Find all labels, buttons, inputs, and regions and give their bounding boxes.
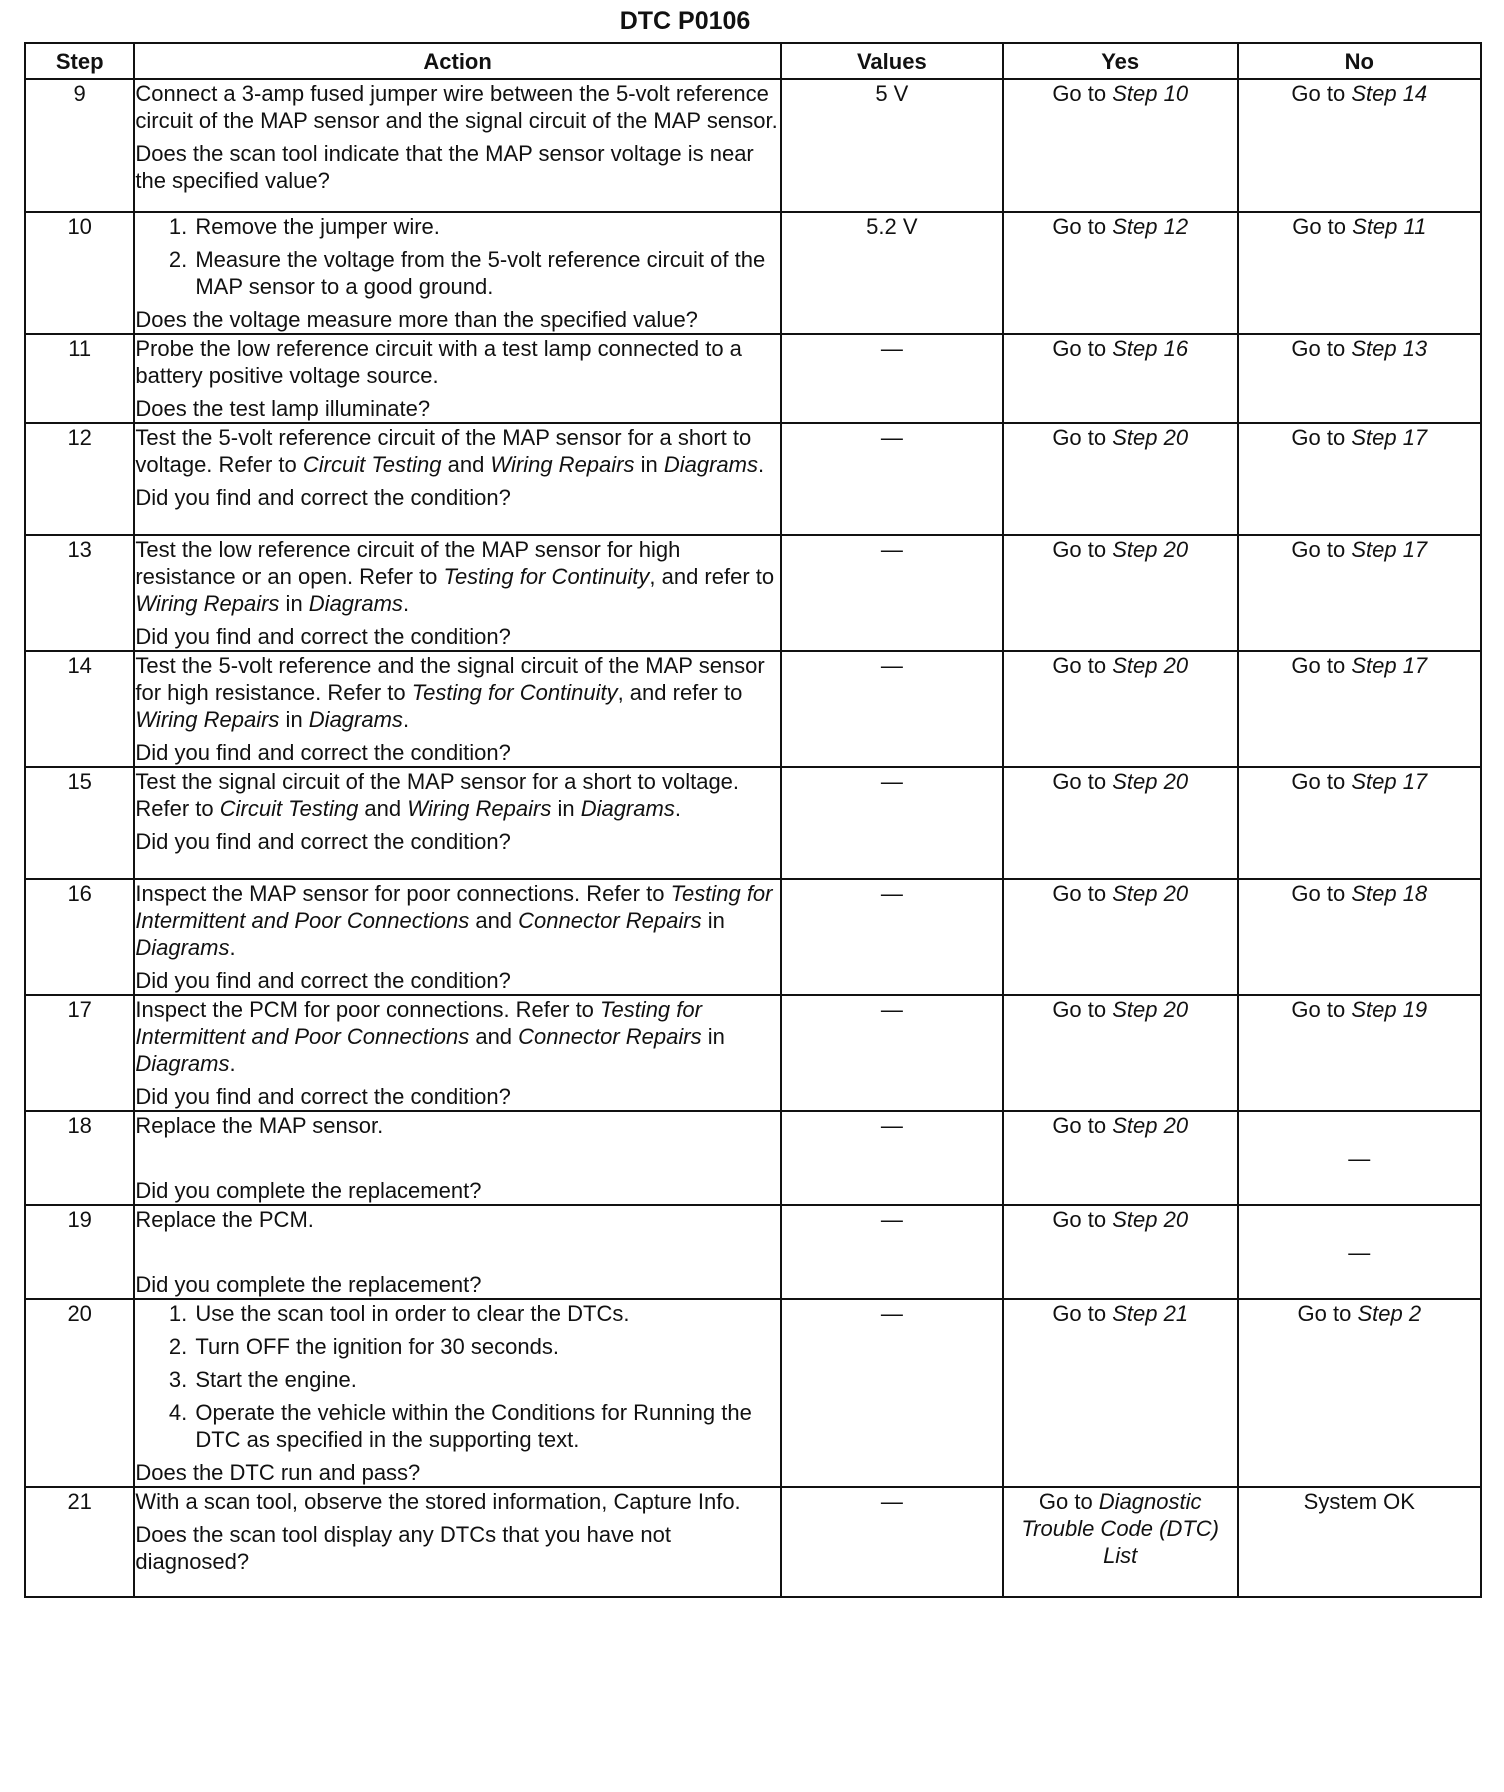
action-instruction: Inspect the PCM for poor connections. Refer to Testing for Intermittent and Poor Connections and Connector Repairs in Diagrams. bbox=[135, 997, 725, 1076]
no-cell: — bbox=[1238, 1111, 1481, 1205]
action-question: Did you find and correct the condition? bbox=[135, 968, 511, 993]
action-cell bbox=[134, 535, 781, 651]
action-question: Did you find and correct the condition? bbox=[135, 624, 511, 649]
yes-step-link[interactable]: Step 20 bbox=[1112, 881, 1189, 906]
spacer bbox=[135, 1145, 780, 1171]
table-row bbox=[25, 995, 1481, 1111]
reference-link[interactable]: Connector Repairs bbox=[518, 1024, 702, 1049]
spacer bbox=[135, 1239, 780, 1265]
no-cell: Go to Step 19 bbox=[1238, 995, 1481, 1111]
yes-cell: Go to Step 20 bbox=[1003, 1205, 1238, 1299]
no-cell: Go to Step 17 bbox=[1238, 535, 1481, 651]
no-cell: Go to Step 17 bbox=[1238, 767, 1481, 879]
reference-link[interactable]: Circuit Testing bbox=[219, 796, 359, 821]
no-step-link[interactable]: Step 19 bbox=[1351, 997, 1428, 1022]
yes-step-link[interactable]: Step 12 bbox=[1112, 214, 1189, 239]
yes-cell: Go to Step 20 bbox=[1003, 535, 1238, 651]
step-number: 11 bbox=[25, 334, 134, 423]
action-steps-list bbox=[135, 213, 780, 300]
action-cell bbox=[134, 767, 781, 879]
table-row bbox=[25, 879, 1481, 995]
action-instruction: Replace the MAP sensor. bbox=[135, 1113, 384, 1138]
value-cell: — bbox=[781, 1111, 1003, 1205]
yes-step-link[interactable]: Step 21 bbox=[1112, 1301, 1189, 1326]
header-action: Action bbox=[134, 43, 781, 79]
action-instruction: Connect a 3-amp fused jumper wire between the 5-volt reference circuit of the MAP sensor and the signal circuit of the MAP sensor. bbox=[135, 81, 778, 133]
value-cell: — bbox=[781, 767, 1003, 879]
action-cell bbox=[134, 79, 781, 212]
no-step-link[interactable]: Step 18 bbox=[1351, 881, 1428, 906]
diagnostic-table bbox=[24, 42, 1482, 1598]
yes-step-link[interactable]: Step 20 bbox=[1112, 653, 1189, 678]
yes-cell: Go to Step 10 bbox=[1003, 79, 1238, 212]
no-step-link[interactable]: Step 11 bbox=[1352, 214, 1427, 239]
reference-link[interactable]: Circuit Testing bbox=[302, 452, 442, 477]
step-number: 21 bbox=[25, 1487, 134, 1597]
action-step: 1. Remove the jumper wire. bbox=[193, 213, 780, 240]
action-cell bbox=[134, 212, 781, 334]
reference-link[interactable]: Diagrams bbox=[135, 1051, 230, 1076]
action-instruction: Test the signal circuit of the MAP sensor for a short to voltage. Refer to Circuit Testing and Wiring Repairs in Diagrams. bbox=[135, 769, 740, 821]
yes-cell: Go to Step 16 bbox=[1003, 334, 1238, 423]
yes-cell: Go to Step 20 bbox=[1003, 879, 1238, 995]
action-instruction: Test the 5-volt reference and the signal circuit of the MAP sensor for high resistance. Refer to Testing for Continuity, and refer to Wiring Repairs in Diagrams. bbox=[135, 653, 765, 732]
no-cell: System OK bbox=[1238, 1487, 1481, 1597]
yes-cell: Go to Step 21 bbox=[1003, 1299, 1238, 1487]
no-cell: Go to Step 17 bbox=[1238, 423, 1481, 535]
action-instruction: Inspect the MAP sensor for poor connections. Refer to Testing for Intermittent and Poor Connections and Connector Repairs in Diagrams. bbox=[135, 881, 773, 960]
table-row bbox=[25, 651, 1481, 767]
value-cell: — bbox=[781, 1487, 1003, 1597]
table-row bbox=[25, 1487, 1481, 1597]
action-question: Does the scan tool indicate that the MAP sensor voltage is near the specified value? bbox=[135, 141, 754, 193]
no-step-link[interactable]: Step 2 bbox=[1357, 1301, 1422, 1326]
action-instruction: Test the 5-volt reference circuit of the MAP sensor for a short to voltage. Refer to Circuit Testing and Wiring Repairs in Diagrams. bbox=[135, 425, 765, 477]
action-question: Did you complete the replacement? bbox=[135, 1272, 482, 1297]
action-cell bbox=[134, 1205, 781, 1299]
yes-step-link[interactable]: Step 20 bbox=[1112, 1113, 1189, 1138]
action-question: Did you find and correct the condition? bbox=[135, 740, 511, 765]
reference-link[interactable]: Diagrams bbox=[580, 796, 675, 821]
table-row bbox=[25, 767, 1481, 879]
yes-step-link[interactable]: Diagnostic Trouble Code (DTC) List bbox=[1021, 1489, 1220, 1568]
no-cell: Go to Step 18 bbox=[1238, 879, 1481, 995]
no-cell: Go to Step 13 bbox=[1238, 334, 1481, 423]
reference-link[interactable]: Wiring Repairs bbox=[407, 796, 552, 821]
reference-link[interactable]: Wiring Repairs bbox=[135, 707, 280, 732]
action-instruction: Replace the PCM. bbox=[135, 1207, 314, 1232]
step-number: 14 bbox=[25, 651, 134, 767]
no-cell: — bbox=[1238, 1205, 1481, 1299]
action-question: Did you find and correct the condition? bbox=[135, 829, 511, 854]
step-number: 16 bbox=[25, 879, 134, 995]
action-instruction: With a scan tool, observe the stored information, Capture Info. bbox=[135, 1489, 741, 1514]
header-step: Step bbox=[25, 43, 134, 79]
action-cell bbox=[134, 1111, 781, 1205]
header-row bbox=[25, 43, 1481, 79]
action-question: Did you find and correct the condition? bbox=[135, 485, 511, 510]
reference-link[interactable]: Testing for Intermittent and Poor Connections bbox=[135, 881, 773, 933]
reference-link[interactable]: Diagrams bbox=[308, 707, 403, 732]
action-step: 3. Start the engine. bbox=[193, 1366, 780, 1393]
no-step-link[interactable]: Step 17 bbox=[1351, 653, 1428, 678]
yes-cell: Go to Step 20 bbox=[1003, 423, 1238, 535]
table-row bbox=[25, 1111, 1481, 1205]
reference-link[interactable]: Connector Repairs bbox=[518, 908, 702, 933]
table-row bbox=[25, 79, 1481, 212]
reference-link[interactable]: Testing for Intermittent and Poor Connections bbox=[135, 997, 702, 1049]
no-step-link[interactable]: Step 13 bbox=[1351, 336, 1428, 361]
value-cell: — bbox=[781, 423, 1003, 535]
reference-link[interactable]: Wiring Repairs bbox=[135, 591, 280, 616]
action-question: Did you complete the replacement? bbox=[135, 1178, 482, 1203]
yes-cell: Go to Step 12 bbox=[1003, 212, 1238, 334]
action-cell bbox=[134, 423, 781, 535]
action-question: Does the DTC run and pass? bbox=[135, 1460, 421, 1485]
action-step: 2. Measure the voltage from the 5-volt reference circuit of the MAP sensor to a good ground. bbox=[193, 246, 780, 300]
yes-cell: Go to Diagnostic Trouble Code (DTC) List bbox=[1003, 1487, 1238, 1597]
value-cell: — bbox=[781, 535, 1003, 651]
action-question: Does the test lamp illuminate? bbox=[135, 396, 431, 421]
value-cell: — bbox=[781, 879, 1003, 995]
yes-step-link[interactable]: Step 20 bbox=[1112, 997, 1189, 1022]
action-question: Does the voltage measure more than the specified value? bbox=[135, 307, 698, 332]
reference-link[interactable]: Testing for Continuity bbox=[443, 564, 650, 589]
yes-step-link[interactable]: Step 20 bbox=[1112, 537, 1189, 562]
no-step-link[interactable]: Step 17 bbox=[1351, 537, 1428, 562]
no-step-link[interactable]: Step 17 bbox=[1351, 769, 1428, 794]
value-cell: — bbox=[781, 1205, 1003, 1299]
header-no: No bbox=[1238, 43, 1481, 79]
yes-cell: Go to Step 20 bbox=[1003, 767, 1238, 879]
step-number: 10 bbox=[25, 212, 134, 334]
yes-cell: Go to Step 20 bbox=[1003, 651, 1238, 767]
yes-step-link[interactable]: Step 20 bbox=[1112, 425, 1189, 450]
no-step-link[interactable]: Step 14 bbox=[1351, 81, 1428, 106]
action-step: 4. Operate the vehicle within the Conditions for Running the DTC as specified in the supporting text. bbox=[193, 1399, 780, 1453]
step-number: 17 bbox=[25, 995, 134, 1111]
action-cell bbox=[134, 1487, 781, 1597]
value-cell: — bbox=[781, 651, 1003, 767]
action-cell bbox=[134, 651, 781, 767]
step-number: 18 bbox=[25, 1111, 134, 1205]
yes-step-link[interactable]: Step 20 bbox=[1112, 1207, 1189, 1232]
value-cell: — bbox=[781, 995, 1003, 1111]
step-number: 9 bbox=[25, 79, 134, 212]
reference-link[interactable]: Wiring Repairs bbox=[490, 452, 635, 477]
table-row bbox=[25, 535, 1481, 651]
action-step: 2. Turn OFF the ignition for 30 seconds. bbox=[193, 1333, 780, 1360]
no-cell: Go to Step 11 bbox=[1238, 212, 1481, 334]
yes-step-link[interactable]: Step 20 bbox=[1112, 769, 1189, 794]
no-cell: Go to Step 14 bbox=[1238, 79, 1481, 212]
step-number: 20 bbox=[25, 1299, 134, 1487]
yes-step-link[interactable]: Step 10 bbox=[1112, 81, 1189, 106]
value-cell: — bbox=[781, 334, 1003, 423]
table-row bbox=[25, 423, 1481, 535]
action-question: Did you find and correct the condition? bbox=[135, 1084, 511, 1109]
action-instruction: Test the low reference circuit of the MAP sensor for high resistance or an open. Refer to Testing for Continuity, and refer to Wiring Repairs in Diagrams. bbox=[135, 537, 775, 616]
reference-link[interactable]: Diagrams bbox=[308, 591, 403, 616]
reference-link[interactable]: Testing for Continuity bbox=[411, 680, 618, 705]
value-cell: 5.2 V bbox=[781, 212, 1003, 334]
value-cell: — bbox=[781, 1299, 1003, 1487]
action-instruction: Probe the low reference circuit with a test lamp connected to a battery positive voltage source. bbox=[135, 336, 742, 388]
value-cell: 5 V bbox=[781, 79, 1003, 212]
yes-cell: Go to Step 20 bbox=[1003, 1111, 1238, 1205]
header-values: Values bbox=[781, 43, 1003, 79]
step-number: 15 bbox=[25, 767, 134, 879]
yes-cell: Go to Step 20 bbox=[1003, 995, 1238, 1111]
reference-link[interactable]: Diagrams bbox=[663, 452, 758, 477]
action-steps-list bbox=[135, 1300, 780, 1453]
action-step: 1. Use the scan tool in order to clear the DTCs. bbox=[193, 1300, 780, 1327]
step-number: 19 bbox=[25, 1205, 134, 1299]
header-yes: Yes bbox=[1003, 43, 1238, 79]
table-row bbox=[25, 1299, 1481, 1487]
step-number: 12 bbox=[25, 423, 134, 535]
no-step-link[interactable]: Step 17 bbox=[1351, 425, 1428, 450]
page-title: DTC P0106 bbox=[619, 7, 751, 35]
action-cell bbox=[134, 879, 781, 995]
no-cell: Go to Step 2 bbox=[1238, 1299, 1481, 1487]
table-row bbox=[25, 334, 1481, 423]
action-question: Does the scan tool display any DTCs that you have not diagnosed? bbox=[135, 1522, 671, 1574]
step-number: 13 bbox=[25, 535, 134, 651]
reference-link[interactable]: Diagrams bbox=[135, 935, 230, 960]
action-cell bbox=[134, 995, 781, 1111]
no-cell: Go to Step 17 bbox=[1238, 651, 1481, 767]
action-cell bbox=[134, 334, 781, 423]
table-row bbox=[25, 212, 1481, 334]
action-cell bbox=[134, 1299, 781, 1487]
table-row bbox=[25, 1205, 1481, 1299]
yes-step-link[interactable]: Step 16 bbox=[1112, 336, 1189, 361]
